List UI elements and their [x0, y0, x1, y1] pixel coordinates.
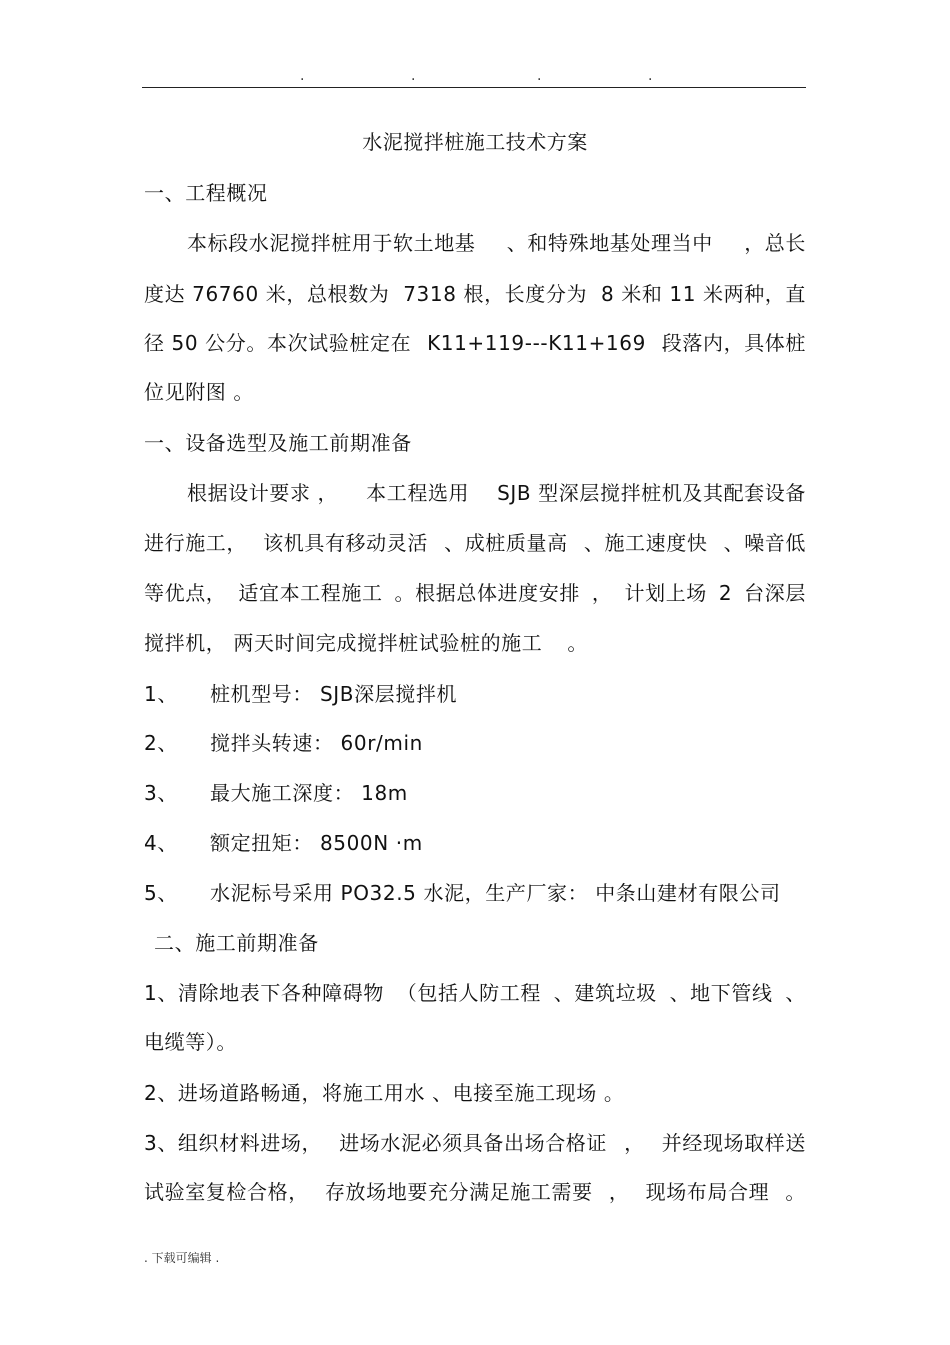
text-segment: 现场布局合理 — [645, 1180, 770, 1204]
text-segment: 。 — [567, 631, 588, 655]
text-segment: （包括人防工程 — [396, 981, 541, 1005]
text-segment: 该机具有移动灵活 — [263, 531, 428, 555]
section-heading-overview: 一、工程概况 — [144, 181, 268, 205]
text-segment: 度达 76760 米，总根数为 — [144, 282, 390, 306]
section-heading-equipment: 一、设备选型及施工前期准备 — [144, 431, 412, 455]
paragraph-line: 位见附图 。 — [144, 380, 254, 404]
text-segment: K11+119---K11+169 — [427, 331, 646, 355]
text-segment: 、施工速度快 — [583, 531, 708, 555]
item-number: 3、 — [144, 781, 178, 805]
text-segment: 8 米和 11 米两种，直 — [600, 282, 806, 306]
paragraph-line — [144, 580, 806, 606]
text-segment: 、噪音低 — [723, 531, 806, 555]
text-segment: 1、清除地表下各种障碍物 — [144, 981, 384, 1005]
page-footer: . 下载可编辑 . — [144, 1251, 220, 1265]
item-text: 水泥标号采用 PO32.5 水泥，生产厂家： 中条山建材有限公司 — [210, 881, 781, 905]
text-segment: 两天时间完成搅拌桩试验桩的施工 — [233, 631, 543, 655]
text-segment: 计划上场 — [624, 581, 707, 605]
text-segment: 根据设计要求 ， — [187, 481, 339, 505]
prep-item-line — [144, 1130, 806, 1156]
text-segment: 本工程选用 — [366, 481, 470, 505]
text-segment: 台深层 — [744, 581, 806, 605]
text-segment: 并经现场取样送 — [661, 1131, 806, 1155]
text-segment: ，总长 — [744, 231, 806, 255]
item-number: 2、 — [144, 731, 178, 755]
text-segment: 适宜本工程施工 — [238, 581, 383, 605]
text-segment: 。 — [785, 1180, 806, 1204]
text-segment: 3、组织材料进场， — [144, 1131, 323, 1155]
spec-item — [144, 681, 806, 707]
header-rule — [142, 87, 806, 88]
text-segment: 进行施工， — [144, 531, 247, 555]
text-segment: 、 — [785, 981, 806, 1005]
paragraph-line — [187, 230, 806, 256]
text-segment: 径 50 公分。本次试验桩定在 — [144, 331, 412, 355]
text-segment: 进场水泥必须具备出场合格证 — [339, 1131, 608, 1155]
text-segment: 2 — [718, 581, 733, 605]
paragraph-line — [144, 630, 806, 656]
document-title: 水泥搅拌桩施工技术方案 — [362, 130, 588, 154]
header-dot: . — [537, 68, 542, 84]
text-segment: ， — [591, 581, 613, 605]
text-segment: 、地下管线 — [669, 981, 773, 1005]
text-segment: ， — [608, 1180, 630, 1204]
item-text: 搅拌头转速： 60r/min — [210, 731, 423, 755]
text-segment: 搅拌机， — [144, 631, 227, 655]
header-dots — [0, 66, 950, 86]
text-segment: 等优点， — [144, 581, 227, 605]
spec-item — [144, 830, 806, 856]
header-dot: . — [411, 68, 416, 84]
prep-item-line: 电缆等）。 — [144, 1030, 237, 1054]
item-text: 最大施工深度： 18m — [210, 781, 408, 805]
text-segment: 、和特殊地基处理当中 — [506, 231, 713, 255]
paragraph-line — [144, 330, 806, 356]
prep-item-line: 2、进场道路畅通，将施工用水 、电接至施工现场 。 — [144, 1081, 625, 1105]
text-segment: ， — [624, 1131, 645, 1155]
item-number: 4、 — [144, 831, 178, 855]
spec-item — [144, 880, 806, 906]
item-number: 5、 — [144, 881, 178, 905]
spec-item — [144, 730, 806, 756]
header-dot: . — [300, 68, 305, 84]
item-text: 桩机型号： SJB深层搅拌机 — [210, 682, 458, 706]
text-segment: SJB 型深层搅拌桩机及其配套设备 — [497, 481, 806, 505]
spec-item — [144, 780, 806, 806]
prep-item-line — [144, 1179, 806, 1205]
item-text: 额定扭矩： 8500N ·m — [210, 831, 423, 855]
text-segment: 7318 根，长度分为 — [403, 282, 588, 306]
prep-item-line — [144, 980, 806, 1006]
text-segment: 本标段水泥搅拌桩用于软土地基 — [187, 231, 476, 255]
text-segment: 。根据总体进度安排 — [394, 581, 580, 605]
text-segment: 段落内，具体桩 — [661, 331, 806, 355]
text-segment: 、成桩质量高 — [444, 531, 568, 555]
text-segment: 试验室复检合格， — [144, 1180, 309, 1204]
paragraph-line — [144, 530, 806, 556]
item-number: 1、 — [144, 682, 178, 706]
text-segment: 存放场地要充分满足施工需要 — [324, 1180, 593, 1204]
paragraph-line — [187, 480, 806, 506]
header-dot: . — [648, 68, 653, 84]
section-heading-preparation: 二、施工前期准备 — [154, 931, 319, 955]
paragraph-line — [144, 281, 806, 307]
text-segment: 、建筑垃圾 — [553, 981, 657, 1005]
